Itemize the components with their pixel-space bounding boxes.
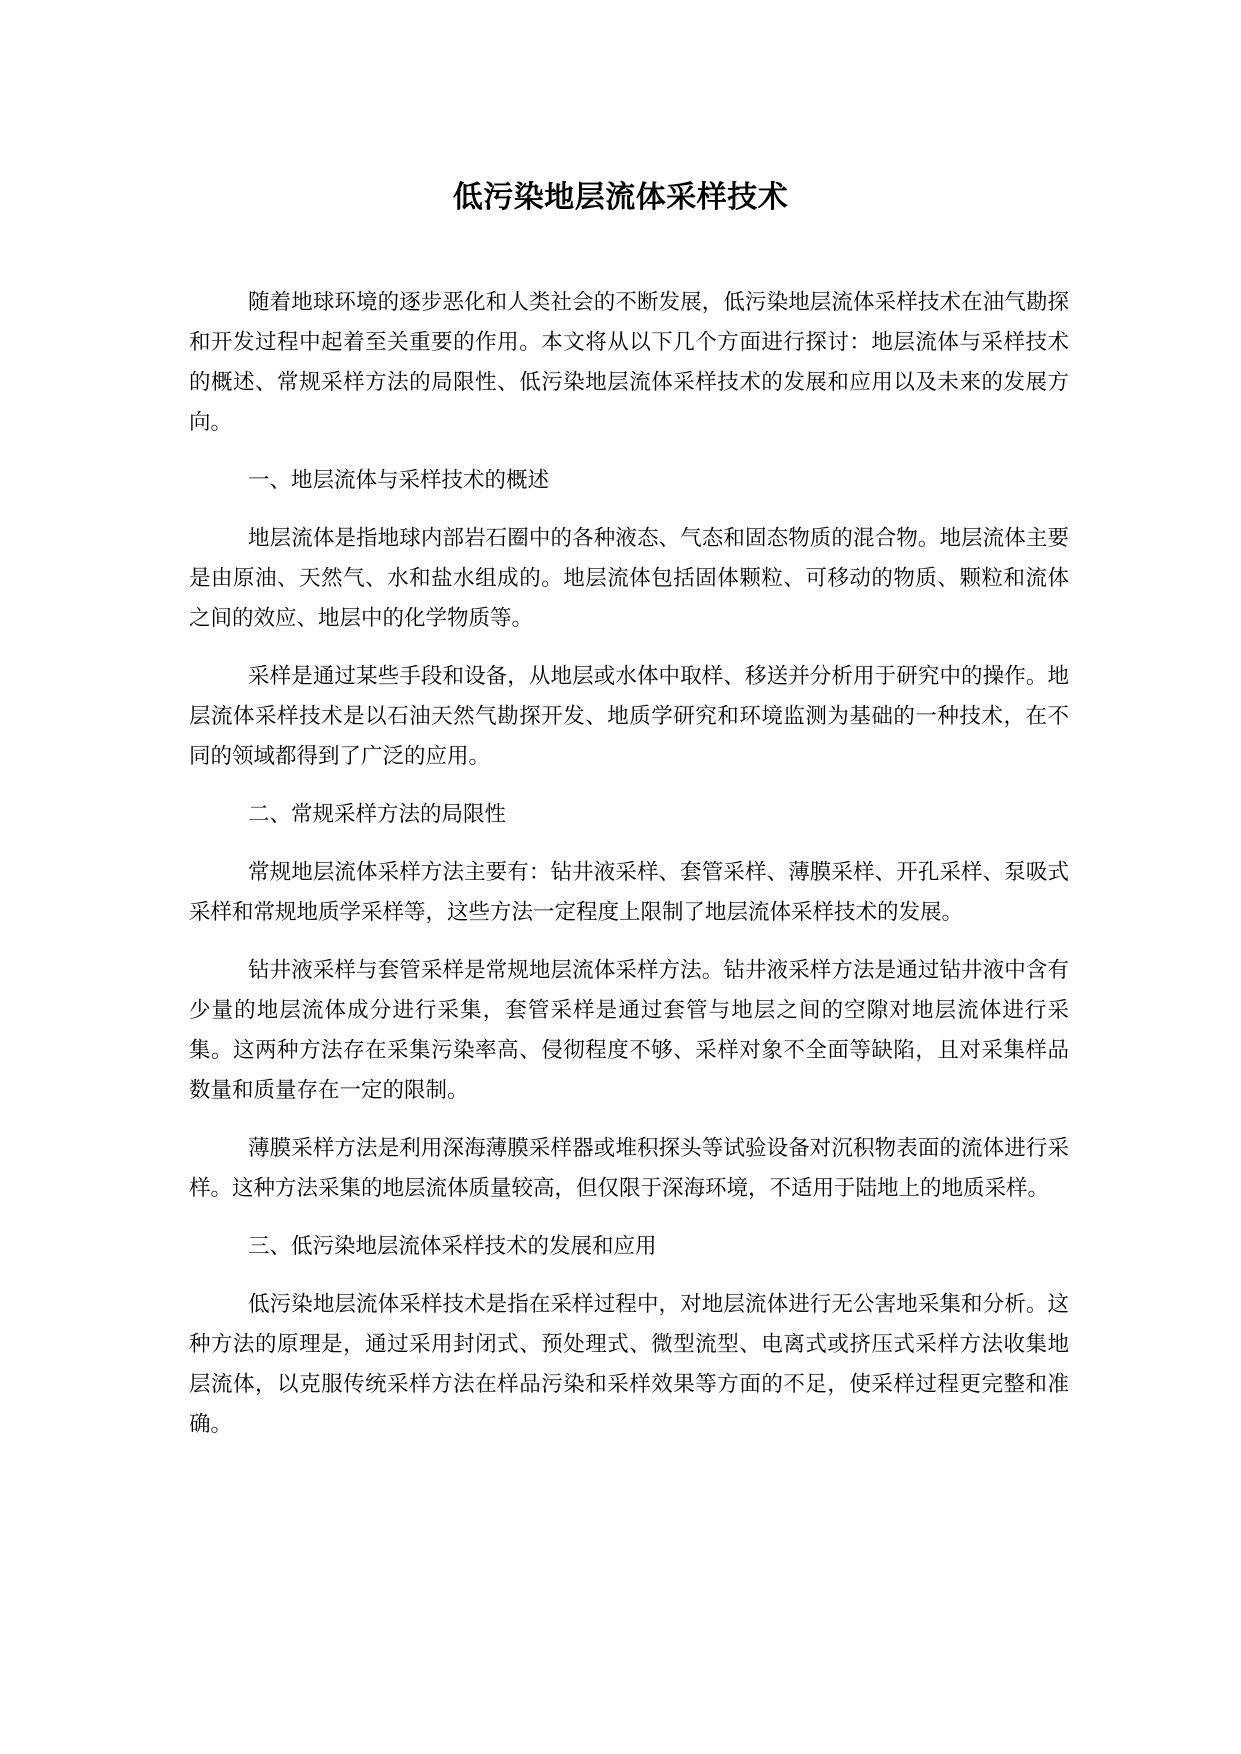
document-body xyxy=(189,283,1069,1463)
paragraph: 钻井液采样与套管采样是常规地层流体采样方法。钻井液采样方法是通过钻井液中含有少量的地层流体成分进行采集，套管采样是通过套管与地层之间的空隙对地层流体进行采集。这两种方法存在采集污染率高、侵彻程度不够、采样对象不全面等缺陷，且对采集样品数量和质量存在一定的限制。 xyxy=(189,958,1069,1103)
paragraph: 地层流体是指地球内部岩石圈中的各种液态、气态和固态物质的混合物。地层流体主要是由原油、天然气、水和盐水组成的。地层流体包括固体颗粒、可移动的物质、颗粒和流体之间的效应、地层中的化学物质等。 xyxy=(189,526,1069,631)
section-heading-2: 二、常规采样方法的局限性 xyxy=(248,802,507,827)
paragraph: 低污染地层流体采样技术是指在采样过程中，对地层流体进行无公害地采集和分析。这种方法的原理是，通过采用封闭式、预处理式、微型流型、电离式或挤压式采样方法收集地层流体，以克服传统采样方法在样品污染和采样效果等方面的不足，使采样过程更完整和准确。 xyxy=(189,1292,1069,1437)
paragraph-intro: 随着地球环境的逐步恶化和人类社会的不断发展，低污染地层流体采样技术在油气勘探和开发过程中起着至关重要的作用。本文将从以下几个方面进行探讨：地层流体与采样技术的概述、常规采样方法的局限性、低污染地层流体采样技术的发展和应用以及未来的发展方向。 xyxy=(189,290,1069,435)
document-title: 低污染地层流体采样技术 xyxy=(452,180,789,215)
paragraph: 常规地层流体采样方法主要有：钻井液采样、套管采样、薄膜采样、开孔采样、泵吸式采样和常规地质学采样等，这些方法一定程度上限制了地层流体采样技术的发展。 xyxy=(189,860,1069,925)
paragraph: 采样是通过某些手段和设备，从地层或水体中取样、移送并分析用于研究中的操作。地层流体采样技术是以石油天然气勘探开发、地质学研究和环境监测为基础的一种技术，在不同的领域都得到了广泛的应用。 xyxy=(189,664,1069,769)
section-heading-1: 一、地层流体与采样技术的概述 xyxy=(248,468,550,493)
paragraph: 薄膜采样方法是利用深海薄膜采样器或堆积探头等试验设备对沉积物表面的流体进行采样。这种方法采集的地层流体质量较高，但仅限于深海环境，不适用于陆地上的地质采样。 xyxy=(189,1136,1069,1201)
section-heading-3: 三、低污染地层流体采样技术的发展和应用 xyxy=(248,1234,657,1259)
